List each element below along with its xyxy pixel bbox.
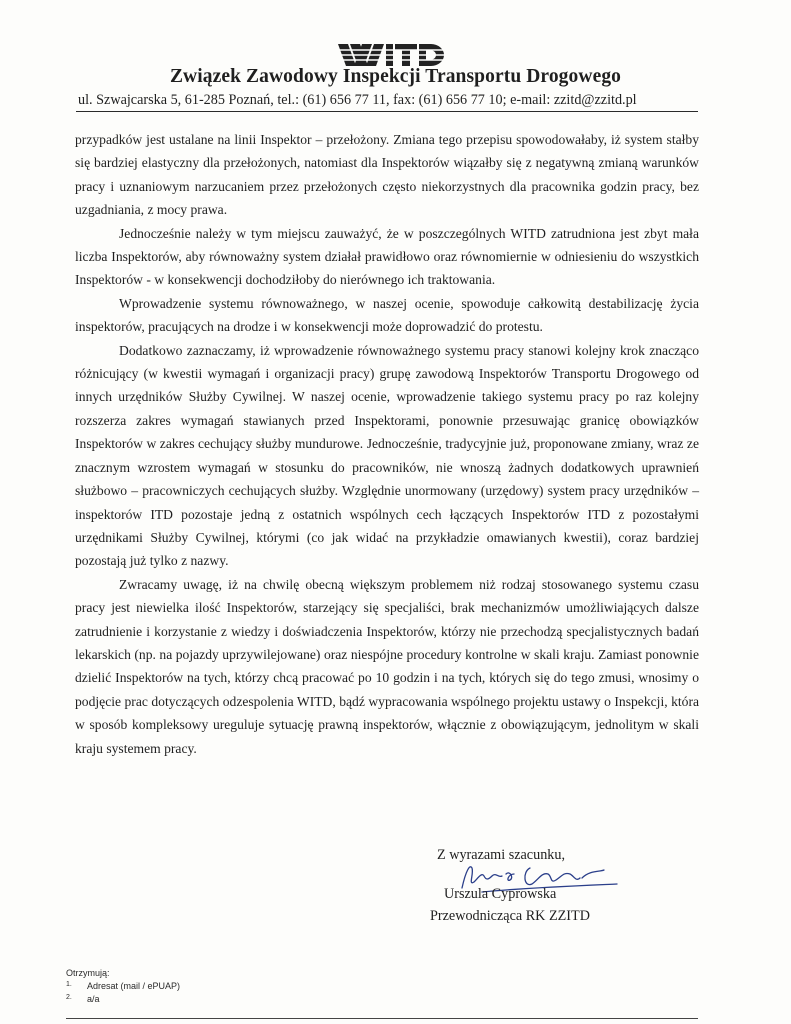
signer-name: Urszula Cyprowska	[444, 886, 557, 902]
recipient-item	[66, 994, 180, 1005]
recipient-number: 2.	[66, 994, 72, 1001]
recipient-item	[66, 981, 180, 992]
body-paragraph: Wprowadzenie systemu równoważnego, w naszej ocenie, spowoduje całkowitą destabilizację życia inspektorów, pracujących na drodze i w konsekwencji może doprowadzić do protestu.	[75, 295, 699, 335]
body-paragraph: Dodatkowo zaznaczamy, iż wprowadzenie równoważnego systemu pracy stanowi kolejny krok znacząco różnicujący (w kwestii wymagań i organizacji pracy) grupę zawodową Inspektorów Transportu Drogowego od innych urzędników Służby Cywilnej. W naszej ocenie, wprowadzenie takiego systemu pracy po raz kolejny rozszerza zakres wymagań stawianych przed Inspektorami, ponownie przesuwając granicę obowiązków Inspektorów w zakres cechujący służby mundurowe. Jednocześnie, tradycyjnie już, proponowane zmiany, wraz ze znacznym wzrostem wymagań w stosunku do pracowników, nie wnoszą żadnych dodatkowych uprawnień służbowo – pracowniczych cechujących służby. Względnie unormowany (urzędowy) system pracy urzędników – inspektorów ITD pozostaje jedną z ostatnich wspólnych cech łączących Inspektorów ITD z pozostałymi urzędnikami Służby Cywilnej, którymi (co jak widać na przykładzie omawianych kwestii), coraz bardziej pozostają już tylko z nazwy.	[75, 342, 699, 569]
recipient-number: 1.	[66, 981, 72, 988]
closing-salutation: Z wyrazami szacunku,	[437, 847, 566, 863]
letter-body	[75, 128, 699, 760]
body-paragraph: Zwracamy uwagę, iż na chwilę obecną większym problemem niż rodzaj stosowanego systemu czasu pracy jest niewielka ilość Inspektorów, starzejący się specjaliści, brak mechanizmów umożliwiających dalsze zatrudnienie i korzystanie z wiedzy i doświadczenia Inspektorów, którzy nie przechodzą specjalistycznych badań lekarskich (np. na pojazdy uprzywilejowane) oraz niespójne procedury kontrolne w skali kraju. Zamiast ponownie dzielić Inspektorów na tych, którzy chcą pracować po 10 godzin i na tych, których się do tego zmusi, wnosimy o podjęcie prac dotyczących odzespolenia WITD, bądź wypracowania wspólnego projektu ustawy o Inspekcji, która w sposób kompleksowy ureguluje sytuację prawną inspektorów, włącznie z obowiązującym, jednolitym w skali kraju systemem pracy.	[75, 576, 699, 756]
signer-role: Przewodnicząca RK ZZITD	[430, 908, 590, 924]
recipient-text: a/a	[87, 994, 100, 1004]
recipients-title: Otrzymują:	[66, 968, 110, 978]
organization-address: ul. Szwajcarska 5, 61-285 Poznań, tel.: (61) 656 77 11, fax: (61) 656 77 10; e-mail: zzitd@zzitd.pl	[78, 92, 637, 108]
footer-divider	[66, 1018, 698, 1019]
header-divider	[76, 111, 698, 112]
body-paragraph: Jednocześnie należy w tym miejscu zauważyć, że w poszczególnych WITD zatrudniona jest zbyt mała liczba Inspektorów, aby równoważny system działał prawidłowo oraz równomiernie w odniesieniu do wszystkich Inspektorów - w konsekwencji dochodziłoby do nierównego ich traktowania.	[75, 225, 699, 288]
body-paragraph: przypadków jest ustalane na linii Inspektor – przełożony. Zmiana tego przepisu spowodowałaby, iż system stałby się bardziej elastyczny dla przełożonych, natomiast dla Inspektorów wiązałby się z negatywną zmianą warunków pracy i uznaniowym narzucaniem przez przełożonych często niekorzystnych dla pracownika godzin pracy, bez uzgadniania, z mocy prawa.	[75, 132, 699, 218]
recipient-text: Adresat (mail / ePUAP)	[87, 981, 181, 991]
recipients-list	[66, 968, 180, 1007]
organization-name: Związek Zawodowy Inspekcji Transportu Drogowego	[169, 66, 622, 87]
